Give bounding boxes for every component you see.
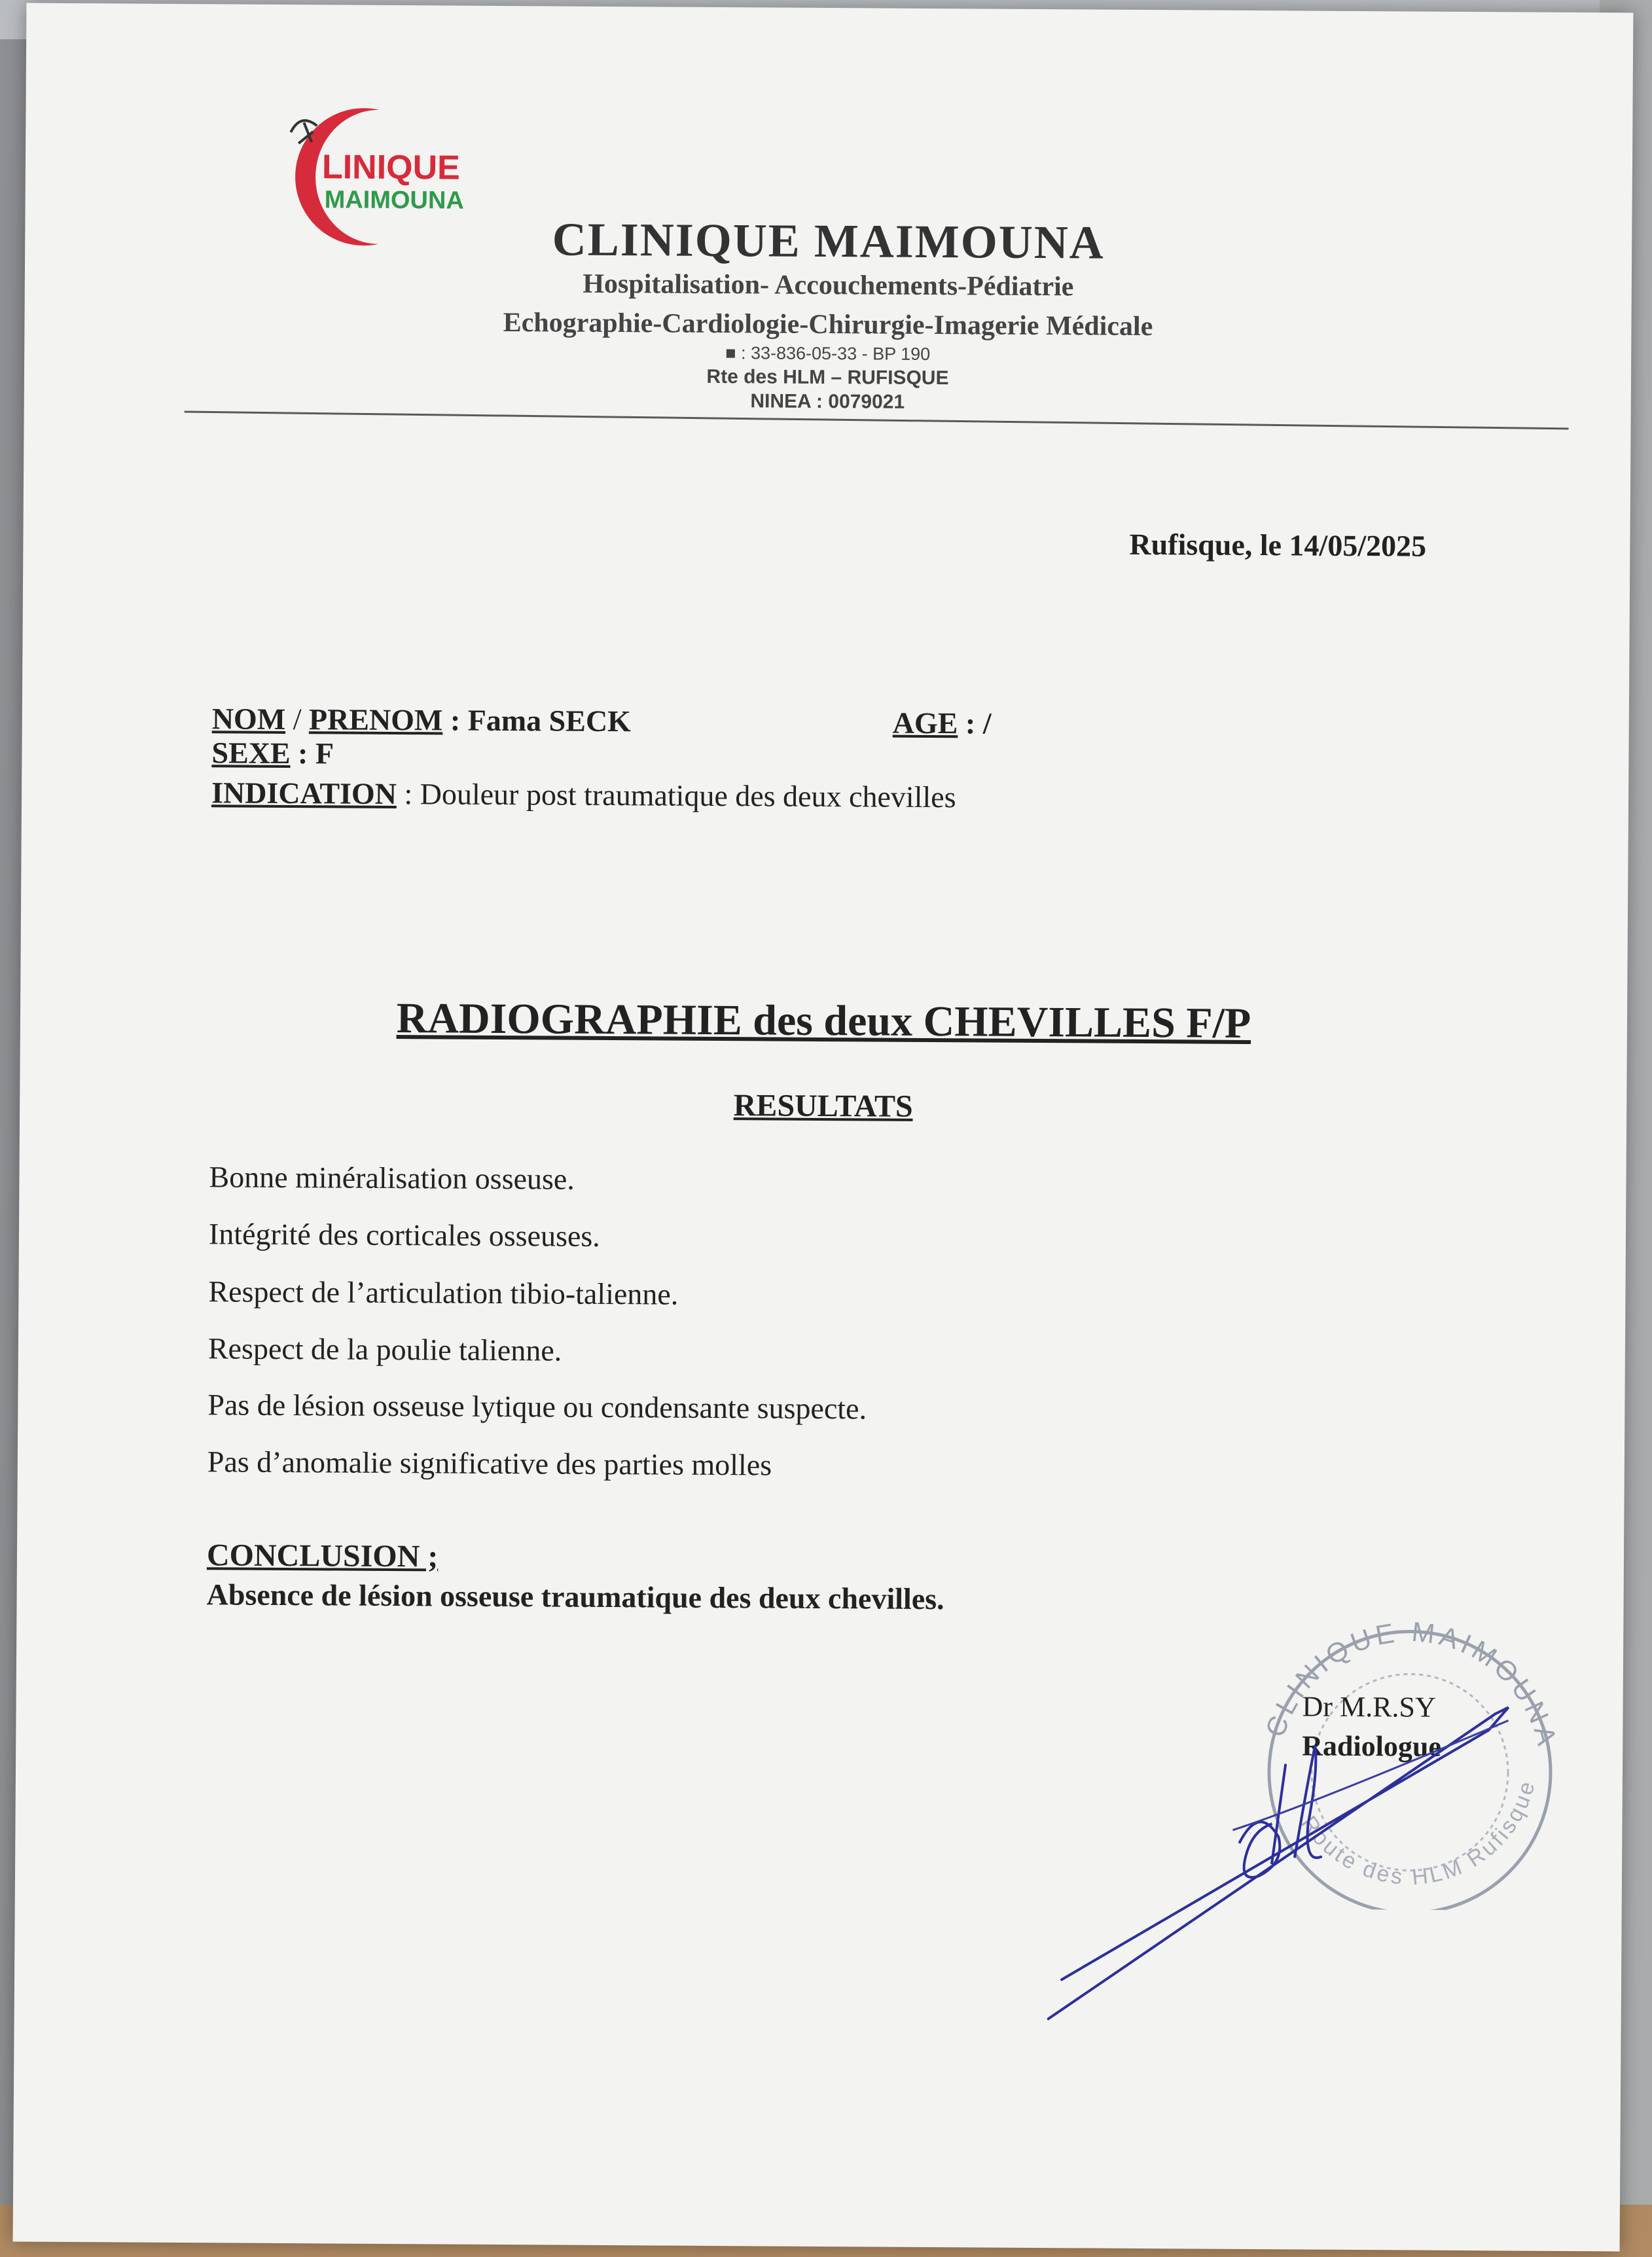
age-label: AGE — [892, 706, 958, 740]
clinic-services-line2: Echographie-Cardiologie-Chirurgie-Imagerie Médicale — [503, 307, 1153, 342]
sexe-label: SEXE — [211, 736, 291, 770]
finding-item: Intégrité des corticales osseuses. — [208, 1217, 600, 1253]
stamp-bottom-text: Route des HLM Rufisque — [1296, 1777, 1541, 1890]
report-date: Rufisque, le 14/05/2025 — [1129, 527, 1427, 563]
label-separator: / — [285, 702, 310, 736]
finding-item: Pas de lésion osseuse lytique ou condensante suspecte. — [207, 1388, 867, 1426]
clinic-name: CLINIQUE MAIMOUNA — [552, 213, 1105, 269]
stamp-text: CLINIQUE MAIMOUNA — [1259, 1616, 1564, 1752]
conclusion-text: Absence de lésion osseuse traumatique des deux chevilles. — [206, 1578, 944, 1616]
indication-value: Douleur post traumatique des deux chevilles — [420, 777, 956, 814]
doctor-role: Radiologue — [1302, 1729, 1442, 1763]
clinic-address: Rte des HLM – RUFISQUE — [706, 365, 949, 389]
finding-item: Bonne minéralisation osseuse. — [209, 1160, 575, 1196]
clinic-ninea: NINEA : 0079021 — [750, 390, 905, 413]
signature-cross-stroke — [1232, 1719, 1508, 1832]
patient-sex-line: SEXE : F — [211, 736, 334, 770]
indication-label: INDICATION — [211, 776, 397, 811]
finding-item: Pas d’anomalie significative des parties molles — [207, 1445, 772, 1482]
nom-label: NOM — [211, 702, 286, 736]
age-value: / — [982, 706, 992, 740]
doctor-name: Dr M.R.SY — [1302, 1690, 1436, 1724]
logo-text-top: LINIQUE — [321, 148, 461, 187]
finding-item: Respect de la poulie talienne. — [207, 1331, 562, 1367]
exam-title: RADIOGRAPHIE des deux CHEVILLES F/P — [396, 994, 1251, 1047]
patient-name: Fama SECK — [467, 703, 632, 738]
patient-name-line — [212, 701, 631, 738]
label-colon: : — [442, 703, 468, 737]
results-heading: RESULTATS — [733, 1088, 913, 1124]
patient-age-line: AGE : / — [892, 706, 992, 740]
logo-text-bottom: MAIMOUNA — [324, 186, 464, 215]
indication-line: INDICATION : Douleur post traumatique des deux chevilles — [211, 776, 956, 814]
clinic-services-line1: Hospitalisation- Accouchements-Pédiatrie — [583, 268, 1074, 302]
sexe-value: F — [315, 736, 334, 770]
signature-long-stroke — [1049, 1705, 1509, 2021]
handwritten-signature — [1035, 1665, 1561, 2035]
finding-item: Respect de l’articulation tibio-talienne. — [208, 1274, 679, 1311]
clinic-phone: ■ : 33-836-05-33 - BP 190 — [725, 343, 931, 364]
medical-report-page — [13, 3, 1634, 2252]
prenom-label: PRENOM — [308, 702, 443, 737]
conclusion-heading: CONCLUSION ; — [206, 1538, 439, 1574]
